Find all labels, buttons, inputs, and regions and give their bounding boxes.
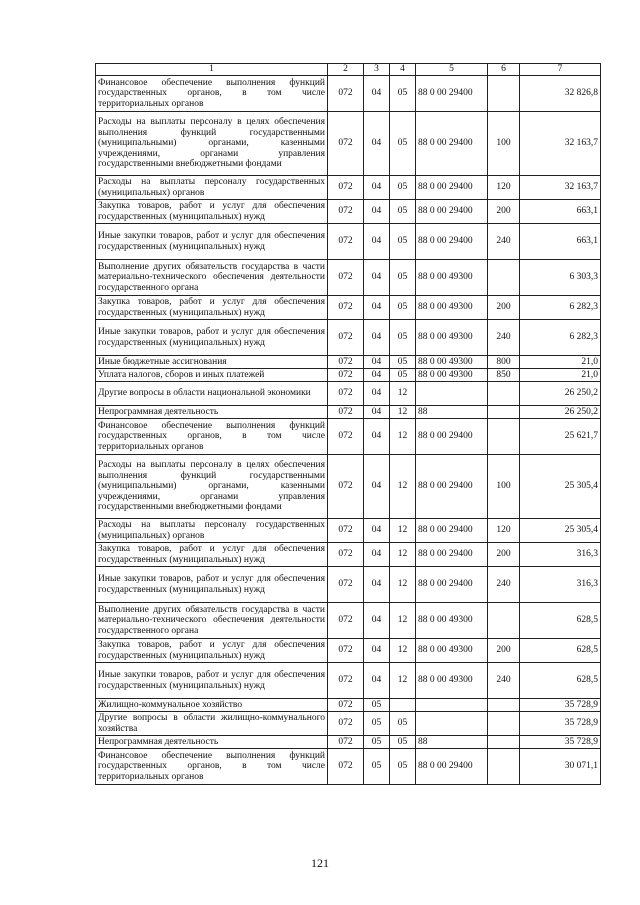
row-target-article: 88 0 00 29400 (416, 224, 488, 260)
row-target-article: 88 0 00 49300 (416, 260, 488, 296)
row-subsection: 05 (390, 260, 416, 296)
row-subsection: 05 (390, 224, 416, 260)
row-code: 072 (328, 200, 364, 224)
row-section: 04 (364, 176, 390, 200)
table-row (96, 200, 601, 224)
row-section: 05 (364, 699, 390, 712)
row-code: 072 (328, 736, 364, 749)
row-code: 072 (328, 176, 364, 200)
col-header-expense-type: 6 (488, 64, 520, 76)
row-section: 04 (364, 296, 390, 320)
row-subsection: 05 (390, 200, 416, 224)
row-code: 072 (328, 639, 364, 663)
row-amount: 32 826,8 (520, 76, 601, 112)
row-amount: 663,1 (520, 200, 601, 224)
table-row (96, 699, 601, 712)
row-section: 04 (364, 663, 390, 699)
row-target-article: 88 0 00 49300 (416, 369, 488, 382)
row-code: 072 (328, 224, 364, 260)
row-name: Закупка товаров, работ и услуг для обеспечения государственных (муниципальных) нужд (96, 296, 328, 320)
row-expense-type: 800 (488, 356, 520, 369)
row-name: Выполнение других обязательств государства в части материально-технического обеспечения деятельности государственного органа (96, 603, 328, 639)
row-name: Расходы на выплаты персоналу государственных (муниципальных) органов (96, 176, 328, 200)
row-section: 04 (364, 639, 390, 663)
row-target-article: 88 0 00 29400 (416, 112, 488, 176)
row-amount: 32 163,7 (520, 112, 601, 176)
row-code: 072 (328, 320, 364, 356)
row-target-article: 88 (416, 406, 488, 419)
row-amount: 6 303,3 (520, 260, 601, 296)
row-expense-type (488, 712, 520, 736)
row-name: Финансовое обеспечение выполнения функций государственных органов, в том числе территориальных органов (96, 749, 328, 785)
row-code: 072 (328, 296, 364, 320)
table-row (96, 260, 601, 296)
row-expense-type (488, 699, 520, 712)
row-section: 04 (364, 543, 390, 567)
row-code: 072 (328, 369, 364, 382)
row-name: Финансовое обеспечение выполнения функций государственных органов, в том числе территориальных органов (96, 419, 328, 455)
row-expense-type (488, 603, 520, 639)
header-row (96, 64, 601, 76)
row-name: Финансовое обеспечение выполнения функций государственных органов, в том числе территориальных органов (96, 76, 328, 112)
row-name: Другие вопросы в области национальной экономики (96, 382, 328, 406)
row-amount: 25 305,4 (520, 519, 601, 543)
row-expense-type (488, 406, 520, 419)
row-expense-type (488, 260, 520, 296)
row-name: Иные закупки товаров, работ и услуг для обеспечения государственных (муниципальных) нужд (96, 663, 328, 699)
row-code: 072 (328, 112, 364, 176)
row-subsection: 05 (390, 176, 416, 200)
col-header-code: 2 (328, 64, 364, 76)
row-subsection: 05 (390, 356, 416, 369)
table-row (96, 296, 601, 320)
row-subsection: 12 (390, 406, 416, 419)
col-header-amount: 7 (520, 64, 601, 76)
table-row (96, 320, 601, 356)
row-target-article: 88 0 00 29400 (416, 76, 488, 112)
row-amount: 663,1 (520, 224, 601, 260)
row-expense-type: 240 (488, 224, 520, 260)
row-target-article: 88 0 00 29400 (416, 455, 488, 519)
table-row (96, 736, 601, 749)
row-amount: 628,5 (520, 603, 601, 639)
row-section: 04 (364, 356, 390, 369)
row-section: 04 (364, 455, 390, 519)
row-code: 072 (328, 455, 364, 519)
table-row (96, 519, 601, 543)
row-name: Иные закупки товаров, работ и услуг для обеспечения государственных (муниципальных) нужд (96, 567, 328, 603)
table-row (96, 639, 601, 663)
row-subsection: 12 (390, 419, 416, 455)
row-code: 072 (328, 76, 364, 112)
row-target-article: 88 0 00 29400 (416, 567, 488, 603)
row-target-article: 88 0 00 29400 (416, 200, 488, 224)
row-name: Жилищно-коммунальное хозяйство (96, 699, 328, 712)
row-subsection: 05 (390, 296, 416, 320)
row-target-article: 88 0 00 29400 (416, 749, 488, 785)
row-name: Непрограммная деятельность (96, 736, 328, 749)
row-subsection: 05 (390, 712, 416, 736)
row-code: 072 (328, 603, 364, 639)
row-expense-type: 120 (488, 176, 520, 200)
row-name: Иные закупки товаров, работ и услуг для обеспечения государственных (муниципальных) нужд (96, 320, 328, 356)
row-name: Непрограммная деятельность (96, 406, 328, 419)
row-target-article: 88 0 00 49300 (416, 603, 488, 639)
row-subsection (390, 699, 416, 712)
row-target-article (416, 382, 488, 406)
row-expense-type: 850 (488, 369, 520, 382)
row-code: 072 (328, 382, 364, 406)
table-row (96, 369, 601, 382)
row-expense-type: 120 (488, 519, 520, 543)
row-target-article: 88 (416, 736, 488, 749)
row-target-article: 88 0 00 29400 (416, 176, 488, 200)
row-amount: 316,3 (520, 567, 601, 603)
row-section: 04 (364, 200, 390, 224)
row-amount: 25 305,4 (520, 455, 601, 519)
row-section: 04 (364, 224, 390, 260)
row-section: 04 (364, 519, 390, 543)
row-code: 072 (328, 260, 364, 296)
row-section: 04 (364, 76, 390, 112)
row-subsection: 12 (390, 639, 416, 663)
row-target-article (416, 699, 488, 712)
table-row (96, 224, 601, 260)
row-name: Другие вопросы в области жилищно-коммунального хозяйства (96, 712, 328, 736)
row-subsection: 12 (390, 663, 416, 699)
row-section: 05 (364, 712, 390, 736)
row-target-article: 88 0 00 49300 (416, 356, 488, 369)
row-expense-type (488, 736, 520, 749)
row-expense-type: 200 (488, 543, 520, 567)
row-target-article: 88 0 00 49300 (416, 320, 488, 356)
row-code: 072 (328, 663, 364, 699)
table-row (96, 406, 601, 419)
row-subsection: 05 (390, 736, 416, 749)
row-subsection: 05 (390, 320, 416, 356)
row-section: 05 (364, 736, 390, 749)
table-row (96, 455, 601, 519)
row-code: 072 (328, 699, 364, 712)
row-expense-type (488, 382, 520, 406)
row-expense-type: 100 (488, 455, 520, 519)
row-amount: 21,0 (520, 356, 601, 369)
row-section: 04 (364, 419, 390, 455)
table-row (96, 76, 601, 112)
col-header-subsection: 4 (390, 64, 416, 76)
row-amount: 6 282,3 (520, 296, 601, 320)
row-expense-type (488, 419, 520, 455)
row-amount: 35 728,9 (520, 712, 601, 736)
row-amount: 316,3 (520, 543, 601, 567)
row-amount: 30 071,1 (520, 749, 601, 785)
row-section: 04 (364, 603, 390, 639)
row-target-article: 88 0 00 29400 (416, 419, 488, 455)
row-name: Уплата налогов, сборов и иных платежей (96, 369, 328, 382)
row-subsection: 12 (390, 603, 416, 639)
col-header-name: 1 (96, 64, 328, 76)
row-subsection: 05 (390, 76, 416, 112)
row-amount: 21,0 (520, 369, 601, 382)
row-amount: 35 728,9 (520, 736, 601, 749)
row-expense-type: 240 (488, 320, 520, 356)
row-code: 072 (328, 406, 364, 419)
row-amount: 6 282,3 (520, 320, 601, 356)
row-section: 04 (364, 112, 390, 176)
row-target-article: 88 0 00 29400 (416, 519, 488, 543)
row-amount: 25 621,7 (520, 419, 601, 455)
page-number: 121 (311, 856, 329, 870)
row-section: 04 (364, 567, 390, 603)
row-subsection: 12 (390, 543, 416, 567)
row-expense-type: 200 (488, 200, 520, 224)
row-amount: 628,5 (520, 639, 601, 663)
table-row (96, 382, 601, 406)
row-target-article: 88 0 00 49300 (416, 296, 488, 320)
row-code: 072 (328, 419, 364, 455)
row-name: Расходы на выплаты персоналу в целях обеспечения выполнения функций государственными (муниципальными) органами, казенными учреждениями, органами управления государственными внебюджетными фондами (96, 455, 328, 519)
table-row (96, 712, 601, 736)
row-name: Закупка товаров, работ и услуг для обеспечения государственных (муниципальных) нужд (96, 639, 328, 663)
row-target-article: 88 0 00 49300 (416, 663, 488, 699)
row-name: Расходы на выплаты персоналу государственных (муниципальных) органов (96, 519, 328, 543)
row-amount: 26 250,2 (520, 382, 601, 406)
row-amount: 628,5 (520, 663, 601, 699)
row-subsection: 12 (390, 382, 416, 406)
row-section: 04 (364, 320, 390, 356)
row-expense-type (488, 76, 520, 112)
row-expense-type: 200 (488, 296, 520, 320)
table-row (96, 749, 601, 785)
table-row (96, 419, 601, 455)
row-section: 04 (364, 369, 390, 382)
budget-table (95, 63, 601, 785)
row-target-article: 88 0 00 49300 (416, 639, 488, 663)
row-code: 072 (328, 356, 364, 369)
row-name: Иные бюджетные ассигнования (96, 356, 328, 369)
row-section: 04 (364, 382, 390, 406)
table-body (96, 76, 601, 785)
row-subsection: 12 (390, 567, 416, 603)
row-section: 04 (364, 406, 390, 419)
row-subsection: 12 (390, 455, 416, 519)
row-expense-type: 100 (488, 112, 520, 176)
row-code: 072 (328, 712, 364, 736)
row-subsection: 12 (390, 519, 416, 543)
row-section: 05 (364, 749, 390, 785)
row-expense-type (488, 749, 520, 785)
row-target-article: 88 0 00 29400 (416, 543, 488, 567)
col-header-section: 3 (364, 64, 390, 76)
row-amount: 26 250,2 (520, 406, 601, 419)
row-code: 072 (328, 749, 364, 785)
table-row (96, 356, 601, 369)
row-code: 072 (328, 543, 364, 567)
row-name: Закупка товаров, работ и услуг для обеспечения государственных (муниципальных) нужд (96, 543, 328, 567)
row-subsection: 05 (390, 112, 416, 176)
table-row (96, 176, 601, 200)
table-row (96, 567, 601, 603)
row-subsection: 05 (390, 749, 416, 785)
table-row (96, 112, 601, 176)
row-code: 072 (328, 567, 364, 603)
row-subsection: 05 (390, 369, 416, 382)
row-section: 04 (364, 260, 390, 296)
row-name: Иные закупки товаров, работ и услуг для обеспечения государственных (муниципальных) нужд (96, 224, 328, 260)
row-code: 072 (328, 519, 364, 543)
table-row (96, 603, 601, 639)
row-amount: 35 728,9 (520, 699, 601, 712)
table-row (96, 543, 601, 567)
table-row (96, 663, 601, 699)
row-expense-type: 240 (488, 567, 520, 603)
row-name: Закупка товаров, работ и услуг для обеспечения государственных (муниципальных) нужд (96, 200, 328, 224)
row-expense-type: 240 (488, 663, 520, 699)
row-name: Расходы на выплаты персоналу в целях обеспечения выполнения функций государственными (муниципальными) органами, казенными учреждениями, органами управления государственными внебюджетными фондами (96, 112, 328, 176)
row-expense-type: 200 (488, 639, 520, 663)
col-header-target-article: 5 (416, 64, 488, 76)
row-amount: 32 163,7 (520, 176, 601, 200)
row-target-article (416, 712, 488, 736)
row-name: Выполнение других обязательств государства в части материально-технического обеспечения деятельности государственного органа (96, 260, 328, 296)
